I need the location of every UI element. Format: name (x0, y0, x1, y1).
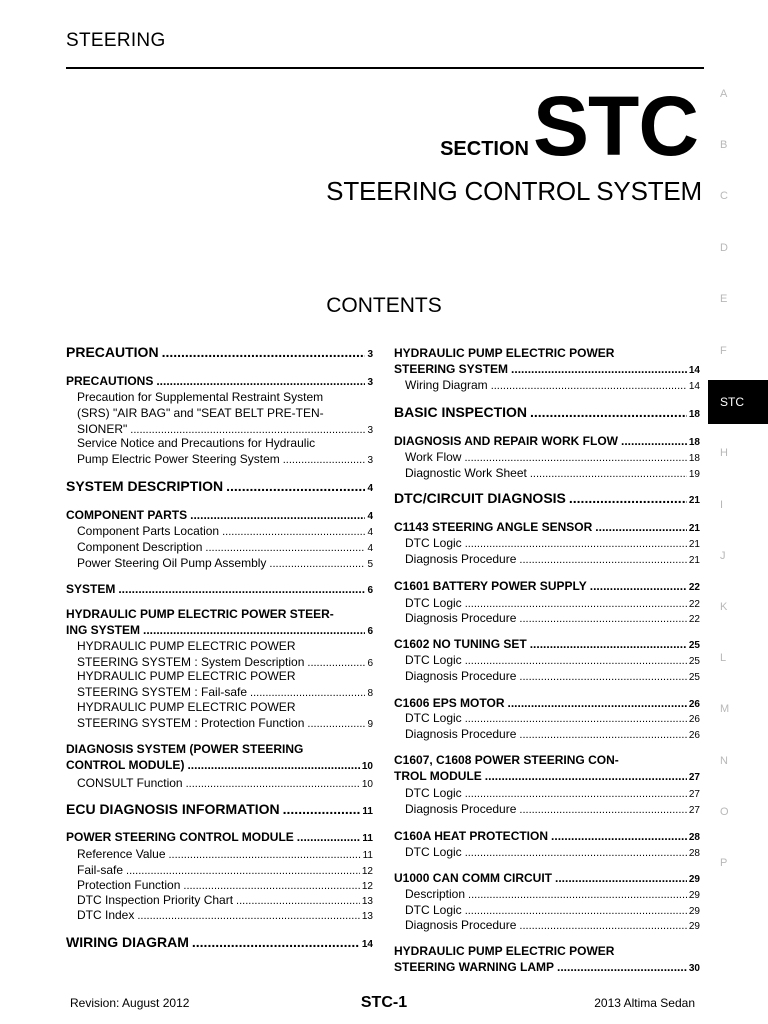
toc-page-number: 29 (688, 890, 700, 901)
toc-entry[interactable] (394, 578, 700, 596)
toc-page-number: 18 (688, 409, 700, 420)
toc-entry[interactable] (66, 741, 373, 775)
toc-leader-dots (283, 452, 366, 468)
toc-entry-title: DTC Logic (405, 845, 462, 859)
toc-entry-title: PRECAUTIONS (66, 374, 154, 388)
toc-entry-title: Diagnosis Procedure (405, 918, 517, 932)
section-tab-f[interactable]: F (720, 345, 727, 357)
section-tab-c[interactable]: C (720, 190, 728, 202)
toc-page-number: 29 (688, 906, 700, 917)
toc-leader-dots (465, 845, 687, 861)
toc-leader-dots (307, 716, 365, 732)
toc-entry-title: Description (405, 887, 466, 901)
toc-page-number: 11 (362, 850, 373, 861)
toc-leader-dots (186, 776, 360, 792)
toc-entry-title: (SRS) "AIR BAG" and "SEAT BELT PRE-TEN- (77, 406, 324, 420)
section-tab-p[interactable]: P (720, 857, 728, 869)
section-tab-o[interactable]: O (720, 806, 729, 818)
toc-page-number: 21 (688, 523, 700, 534)
toc-page-number: 4 (367, 543, 373, 554)
toc-leader-dots (530, 636, 687, 652)
section-tab-n[interactable]: N (720, 755, 728, 767)
toc-page-number: 28 (688, 848, 700, 859)
toc-entry-title: PRECAUTION (66, 344, 159, 360)
section-tab-k[interactable]: K (720, 601, 728, 613)
section-word: SECTION (440, 138, 529, 160)
toc-leader-dots (269, 556, 365, 572)
toc-entry-title: Diagnostic Work Sheet (405, 466, 527, 480)
toc-leader-dots (465, 653, 687, 669)
toc-leader-dots (169, 847, 361, 863)
toc-page-number: 6 (367, 658, 373, 669)
toc-entry-title: STEERING WARNING LAMP (394, 960, 555, 974)
toc-page-number: 28 (688, 832, 700, 843)
toc-page-number: 10 (361, 761, 373, 772)
toc-page-number: 3 (367, 455, 373, 466)
section-name: STEERING CONTROL SYSTEM (326, 176, 702, 206)
toc-leader-dots (485, 768, 687, 784)
toc-leader-dots (205, 540, 365, 556)
section-tab-j[interactable]: J (720, 550, 726, 562)
toc-entry-title: Work Flow (405, 450, 462, 464)
toc-entry-title: DTC Logic (405, 711, 462, 725)
toc-page-number: 29 (688, 874, 700, 885)
toc-entry-title: HYDRAULIC PUMP ELECTRIC POWER STEER- (66, 607, 334, 621)
toc-leader-dots (465, 786, 687, 802)
toc-entry-title: DTC Logic (405, 536, 462, 550)
toc-entry[interactable] (66, 555, 373, 573)
toc-leader-dots (590, 578, 687, 594)
toc-page-number: 26 (688, 730, 700, 741)
contents-title: CONTENTS (326, 294, 442, 317)
toc-page-number: 14 (361, 939, 373, 950)
toc-page-number: 18 (688, 437, 700, 448)
toc-page-number: 4 (367, 483, 373, 494)
toc-leader-dots (137, 908, 360, 924)
toc-entry[interactable] (394, 917, 700, 935)
toc-entry-title: WIRING DIAGRAM (66, 934, 189, 950)
toc-entry[interactable] (394, 752, 700, 786)
toc-entry[interactable] (66, 907, 373, 925)
toc-leader-dots (530, 404, 687, 420)
toc-entry-title: Diagnosis Procedure (405, 727, 517, 741)
toc-page-number: 26 (688, 699, 700, 710)
toc-entry[interactable] (394, 551, 700, 569)
toc-leader-dots (297, 829, 361, 845)
toc-entry-title: DTC Logic (405, 596, 462, 610)
toc-entry-title: HYDRAULIC PUMP ELECTRIC POWER (77, 639, 296, 653)
toc-leader-dots (519, 918, 686, 934)
toc-page-number: 19 (688, 469, 700, 480)
toc-entry-title: Pump Electric Power Steering System (77, 452, 280, 466)
toc-page-number: 27 (688, 789, 700, 800)
toc-entry-title: COMPONENT PARTS (66, 508, 188, 522)
toc-page-number: 22 (688, 582, 700, 593)
toc-entry-title: C1606 EPS MOTOR (394, 696, 505, 710)
section-tab-a[interactable]: A (720, 88, 728, 100)
toc-page-number: 27 (688, 805, 700, 816)
toc-entry-title: STEERING SYSTEM : Protection Function (77, 716, 305, 730)
toc-page-number: 22 (688, 614, 700, 625)
toc-entry[interactable] (394, 844, 700, 862)
section-tab-l[interactable]: L (720, 652, 727, 664)
toc-entry-title: TROL MODULE (394, 769, 482, 783)
toc-entry[interactable] (66, 801, 373, 820)
toc-entry-title: STEERING SYSTEM : System Description (77, 655, 305, 669)
toc-entry[interactable] (66, 829, 373, 847)
section-heading (440, 79, 698, 173)
toc-page-number: 11 (362, 806, 373, 817)
toc-entry-title: Fail-safe (77, 863, 124, 877)
toc-entry-title: C1143 STEERING ANGLE SENSOR (394, 520, 593, 534)
toc-entry-title: Diagnosis Procedure (405, 802, 517, 816)
toc-leader-dots (464, 450, 686, 466)
toc-entry-title: HYDRAULIC PUMP ELECTRIC POWER (77, 700, 296, 714)
toc-entry-title: SYSTEM (66, 582, 116, 596)
toc-leader-dots (530, 466, 687, 482)
toc-entry[interactable] (394, 726, 700, 744)
toc-entry-title: HYDRAULIC PUMP ELECTRIC POWER (394, 346, 615, 360)
toc-leader-dots (468, 887, 687, 903)
toc-entry-title: HYDRAULIC PUMP ELECTRIC POWER (394, 944, 615, 958)
toc-entry-title: Precaution for Supplemental Restraint System (77, 390, 324, 404)
toc-page-number: 11 (362, 833, 373, 844)
toc-entry[interactable] (66, 344, 373, 363)
toc-leader-dots (555, 870, 687, 886)
toc-entry-title: C1602 NO TUNING SET (394, 637, 527, 651)
toc-entry-title: C160A HEAT PROTECTION (394, 829, 549, 843)
toc-entry-title: SIONER" (77, 422, 128, 436)
toc-leader-dots (465, 536, 687, 552)
toc-entry[interactable] (66, 638, 373, 672)
toc-leader-dots (507, 695, 686, 711)
toc-page-number: 25 (688, 640, 700, 651)
toc-leader-dots (187, 757, 359, 773)
toc-page-number: 25 (688, 656, 700, 667)
toc-entry-title: Diagnosis Procedure (405, 669, 517, 683)
toc-entry-title: DIAGNOSIS AND REPAIR WORK FLOW (394, 434, 618, 448)
toc-entry-title: DTC Logic (405, 786, 462, 800)
toc-entry[interactable] (394, 668, 700, 686)
section-tab-stc[interactable]: STC (708, 380, 768, 424)
toc-page-number: 14 (688, 381, 700, 392)
toc-entry-title: ING SYSTEM (66, 623, 141, 637)
toc-page-number: 13 (361, 911, 373, 922)
toc-leader-dots (519, 727, 686, 743)
toc-entry[interactable] (394, 465, 700, 483)
toc-page-number: 12 (361, 866, 373, 877)
toc-entry[interactable] (394, 610, 700, 628)
toc-entry-title: STEERING SYSTEM (394, 362, 509, 376)
toc-page-number: 25 (688, 672, 700, 683)
toc-entry-title: DTC Logic (405, 903, 462, 917)
toc-entry[interactable] (66, 606, 373, 640)
section-tab-d[interactable]: D (720, 242, 728, 254)
toc-leader-dots (595, 519, 687, 535)
toc-page-number: 14 (688, 365, 700, 376)
toc-page-number: 30 (688, 963, 700, 974)
toc-leader-dots (465, 711, 687, 727)
section-tab-i[interactable]: I (720, 499, 724, 511)
toc-page-number: 9 (367, 719, 373, 730)
footer-revision: Revision: August 2012 (70, 996, 190, 1010)
toc-entry-title: CONTROL MODULE) (66, 758, 185, 772)
toc-page-number: 26 (688, 714, 700, 725)
toc-leader-dots (519, 802, 686, 818)
section-code: STC (533, 79, 698, 173)
toc-leader-dots (190, 507, 365, 523)
toc-leader-dots (226, 478, 365, 494)
toc-entry[interactable] (66, 478, 373, 497)
toc-page-number: 3 (367, 377, 373, 388)
toc-entry-title: HYDRAULIC PUMP ELECTRIC POWER (77, 669, 296, 683)
toc-page-number: 8 (367, 688, 373, 699)
toc-entry-title: DTC Inspection Priority Chart (77, 893, 234, 907)
toc-page-number: 4 (367, 527, 373, 538)
toc-entry[interactable] (66, 934, 373, 953)
toc-entry-title: Reference Value (77, 847, 166, 861)
toc-leader-dots (222, 524, 365, 540)
toc-leader-dots (283, 801, 361, 817)
toc-leader-dots (118, 581, 365, 597)
toc-entry-title: Diagnosis Procedure (405, 552, 517, 566)
toc-leader-dots (491, 378, 687, 394)
toc-entry-title: Component Parts Location (77, 524, 220, 538)
toc-page-number: 21 (688, 539, 700, 550)
toc-entry-title: Service Notice and Precautions for Hydraulic (77, 436, 316, 450)
toc-entry[interactable] (66, 699, 373, 733)
header-rule (66, 67, 704, 69)
toc-entry[interactable] (394, 943, 700, 977)
toc-page-number: 29 (688, 921, 700, 932)
toc-entry[interactable] (66, 389, 373, 439)
toc-entry-title: ECU DIAGNOSIS INFORMATION (66, 801, 280, 817)
footer-page-number: STC-1 (360, 994, 408, 1011)
toc-leader-dots (156, 373, 365, 389)
toc-leader-dots (519, 611, 686, 627)
toc-leader-dots (162, 344, 366, 360)
toc-entry[interactable] (66, 668, 373, 702)
section-tab-e[interactable]: E (720, 293, 728, 305)
toc-leader-dots (519, 552, 686, 568)
toc-entry-title: C1601 BATTERY POWER SUPPLY (394, 579, 587, 593)
toc-entry-title: C1607, C1608 POWER STEERING CON- (394, 753, 619, 767)
section-tab-m[interactable]: M (720, 703, 730, 715)
toc-entry-title: Wiring Diagram (405, 378, 488, 392)
toc-page-number: 12 (361, 881, 373, 892)
toc-entry-title: Diagnosis Procedure (405, 611, 517, 625)
toc-leader-dots (551, 828, 687, 844)
section-tab-b[interactable]: B (720, 139, 728, 151)
toc-entry-title: DIAGNOSIS SYSTEM (POWER STEERING (66, 742, 304, 756)
toc-leader-dots (143, 622, 365, 638)
toc-page-number: 4 (367, 511, 373, 522)
section-tab-h[interactable]: H (720, 447, 728, 459)
toc-entry-title: Component Description (77, 540, 203, 554)
toc-page-number: 13 (361, 896, 373, 907)
toc-entry-title: BASIC INSPECTION (394, 404, 528, 420)
toc-leader-dots (511, 361, 687, 377)
toc-leader-dots (569, 490, 687, 506)
toc-entry[interactable] (394, 801, 700, 819)
toc-page-number: 6 (367, 626, 373, 637)
toc-entry[interactable] (66, 435, 373, 469)
toc-page-number: 10 (361, 779, 373, 790)
toc-entry-title: DTC/CIRCUIT DIAGNOSIS (394, 490, 566, 506)
toc-page-number: 3 (367, 425, 373, 436)
toc-leader-dots (621, 433, 687, 449)
toc-entry[interactable] (394, 345, 700, 379)
toc-entry-title: U1000 CAN COMM CIRCUIT (394, 871, 553, 885)
toc-entry-title: Power Steering Oil Pump Assembly (77, 556, 267, 570)
toc-page-number: 6 (367, 585, 373, 596)
header-title: STEERING (66, 30, 166, 51)
toc-page-number: 22 (688, 599, 700, 610)
toc-entry-title: DTC Logic (405, 653, 462, 667)
toc-page-number: 27 (688, 772, 700, 783)
toc-entry-title: STEERING SYSTEM : Fail-safe (77, 685, 248, 699)
toc-entry[interactable] (66, 775, 373, 793)
toc-page-number: 18 (688, 453, 700, 464)
toc-entry-title: POWER STEERING CONTROL MODULE (66, 830, 294, 844)
footer-model: 2013 Altima Sedan (594, 996, 695, 1010)
toc-leader-dots (519, 669, 686, 685)
toc-entry-title: SYSTEM DESCRIPTION (66, 478, 224, 494)
toc-entry[interactable] (394, 404, 700, 423)
toc-entry[interactable] (66, 581, 373, 599)
toc-page-number: 3 (367, 349, 373, 360)
toc-leader-dots (557, 959, 687, 975)
toc-page-number: 21 (688, 555, 700, 566)
toc-entry[interactable] (394, 377, 700, 395)
toc-entry[interactable] (394, 490, 700, 509)
toc-entry-title: CONSULT Function (77, 776, 183, 790)
toc-entry-title: Protection Function (77, 878, 181, 892)
toc-page-number: 5 (367, 559, 373, 570)
toc-entry-title: DTC Index (77, 908, 135, 922)
toc-leader-dots (192, 934, 360, 950)
toc-page-number: 21 (688, 495, 700, 506)
